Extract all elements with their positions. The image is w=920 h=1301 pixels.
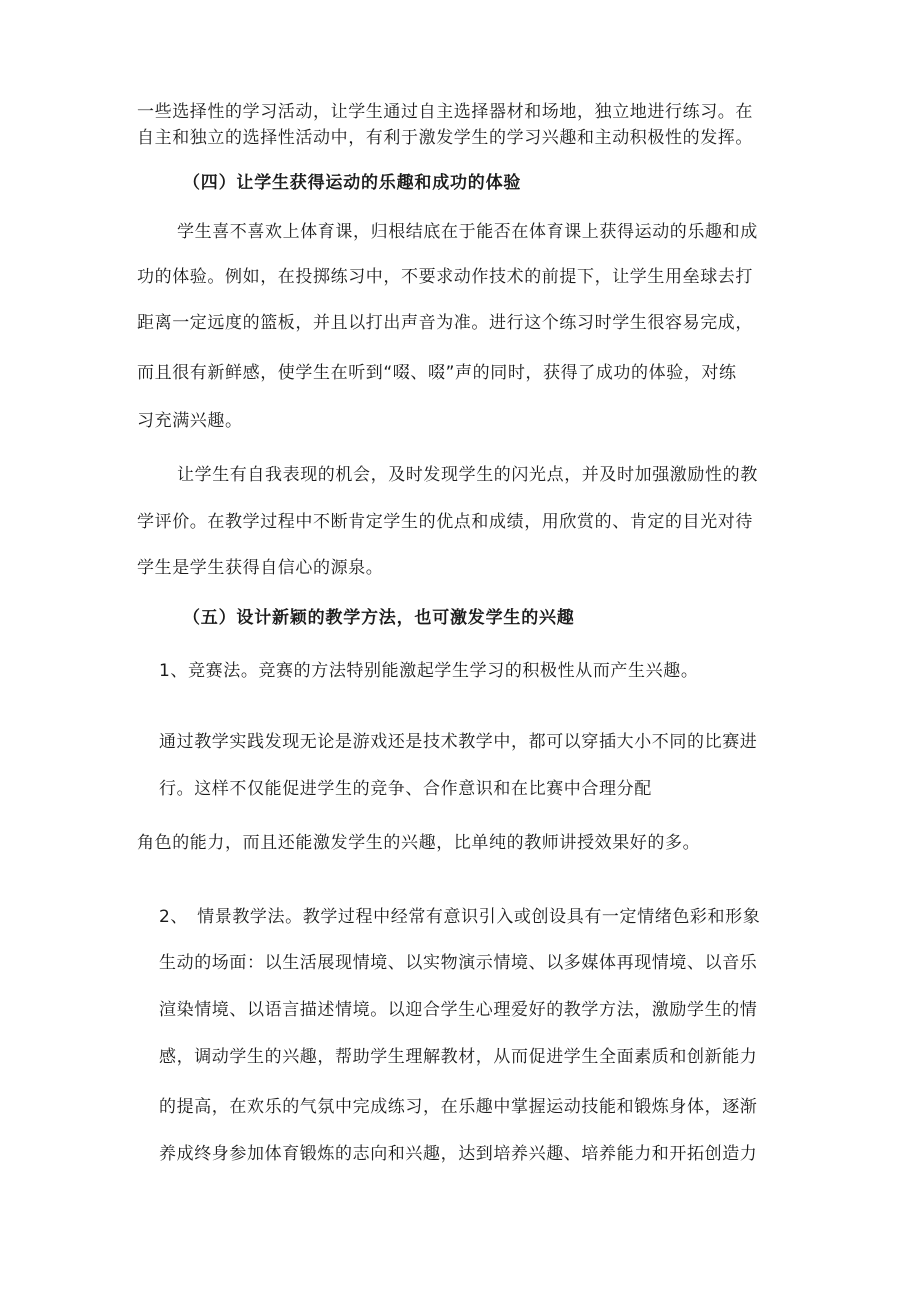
paragraph-line: 距离一定远度的篮板，并且以打出声音为准。进行这个练习时学生很容易完成， bbox=[137, 313, 753, 333]
paragraph-line: 生动的场面：以生活展现情境、以实物演示情境、以多媒体再现情境、以音乐 bbox=[159, 953, 758, 973]
paragraph-line: 渲染情境、以语言描述情境。以迎合学生心理爱好的教学方法，激励学生的情 bbox=[159, 1000, 758, 1020]
paragraph-line: 功的体验。例如，在投掷练习中，不要求动作技术的前提下，让学生用垒球去打 bbox=[137, 267, 753, 287]
section-heading-5: （五）设计新颖的教学方法，也可激发学生的兴趣 bbox=[183, 608, 575, 628]
paragraph-line: 的提高，在欢乐的气氛中完成练习，在乐趣中掌握运动技能和锻炼身体，逐渐 bbox=[159, 1097, 758, 1117]
paragraph-line: 行。这样不仅能促进学生的竞争、合作意识和在比赛中合理分配 bbox=[159, 779, 652, 799]
paragraph-line: 养成终身参加体育锻炼的志向和兴趣，达到培养兴趣、培养能力和开拓创造力 bbox=[159, 1144, 758, 1164]
paragraph-line: 一些选择性的学习活动，让学生通过自主选择器材和场地，独立地进行练习。在 bbox=[137, 102, 753, 122]
paragraph-line: 习充满兴趣。 bbox=[137, 411, 243, 431]
paragraph-line: 而且很有新鲜感，使学生在听到“啜、啜”声的同时，获得了成功的体验，对练 bbox=[137, 363, 737, 383]
list-item-2: 2、 情景教学法。教学过程中经常有意识引入或创设具有一定情绪色彩和形象 bbox=[159, 907, 761, 927]
paragraph-line: 感，调动学生的兴趣，帮助学生理解教材，从而促进学生全面素质和创新能力 bbox=[159, 1047, 758, 1067]
paragraph-line: 学生喜不喜欢上体育课，归根结底在于能否在体育课上获得运动的乐趣和成 bbox=[177, 222, 758, 242]
paragraph-line: 学生是学生获得自信心的源泉。 bbox=[137, 558, 384, 578]
paragraph-line: 让学生有自我表现的机会，及时发现学生的闪光点，并及时加强激励性的教 bbox=[177, 465, 758, 485]
list-item-1: 1、竞赛法。竞赛的方法特别能激起学生学习的积极性从而产生兴趣。 bbox=[159, 661, 699, 681]
paragraph-line: 自主和独立的选择性活动中，有利于激发学生的学习兴趣和主动积极性的发挥。 bbox=[137, 128, 753, 148]
paragraph-line: 学评价。在教学过程中不断肯定学生的优点和成绩，用欣赏的、肯定的目光对待 bbox=[137, 512, 753, 532]
paragraph-line: 角色的能力，而且还能激发学生的兴趣，比单纯的教师讲授效果好的多。 bbox=[137, 833, 701, 853]
paragraph-line: 通过教学实践发现无论是游戏还是技术教学中，都可以穿插大小不同的比赛进 bbox=[159, 732, 758, 752]
section-heading-4: （四）让学生获得运动的乐趣和成功的体验 bbox=[183, 173, 522, 193]
